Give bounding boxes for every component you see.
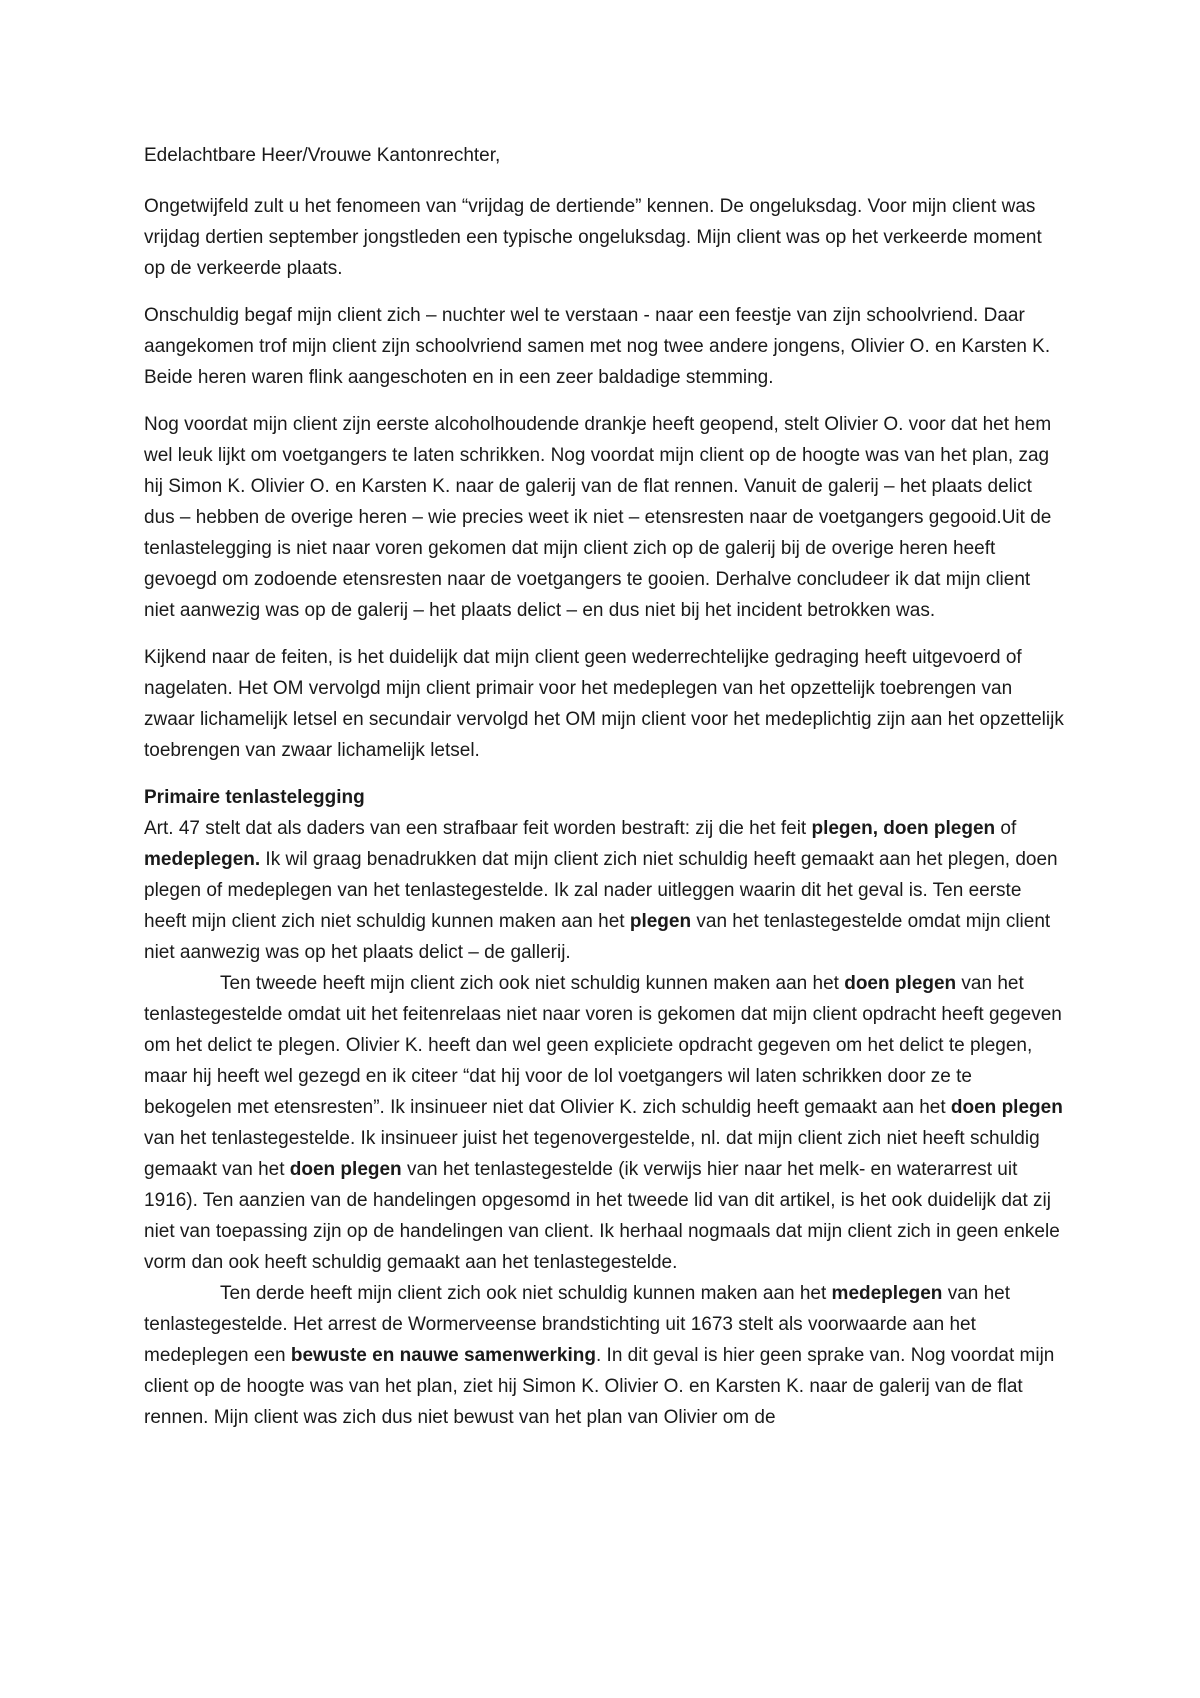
text-run: van het tenlastegestelde. Het arrest de Wormerveense brandstichting uit 1673 stelt als voorwaarde aan het medeplegen een bbox=[144, 1283, 1011, 1366]
text-run: van het tenlastegestelde omdat uit het feitenrelaas niet naar voren is gekomen dat mijn client opdracht heeft gegeven om het delict te plegen. Olivier K. heeft dan wel geen expliciete opdracht gegeven om het delict te plegen, maar hij heeft wel gezegd en ik citeer “dat hij voor de lol voetgangers wil laten schrikken door ze te bekogelen met etensresten”. Ik insinueer niet dat Olivier K. zich schuldig heeft gemaakt aan het bbox=[144, 973, 1062, 1118]
paragraph-intro: Ongetwijfeld zult u het fenomeen van “vrijdag de dertiende” kennen. De ongeluksdag. Voor mijn client was vrijdag dertien september jongstleden een typische ongeluksdag. Mijn client was op het verkeerde moment op de verkeerde plaats. bbox=[144, 196, 1042, 279]
bold-run: doen plegen bbox=[289, 1159, 402, 1180]
document-page bbox=[144, 140, 1064, 1433]
bold-run: plegen bbox=[629, 911, 692, 932]
text-run: of bbox=[995, 818, 1017, 839]
bold-run: doen plegen bbox=[844, 973, 957, 994]
paragraph-facts: Kijkend naar de feiten, is het duidelijk dat mijn client geen wederrechtelijke gedraging heeft uitgevoerd of nagelaten. Het OM vervolgd mijn client primair voor het medeplegen van het opzettelijk toebrengen van zwaar lichamelijk letsel en secundair vervolgd het OM mijn client voor het medeplichtig zijn aan het opzettelijk toebrengen van zwaar lichamelijk letsel. bbox=[144, 647, 1064, 761]
text-run: Ik wil graag benadrukken dat mijn client zich niet schuldig heeft gemaakt aan het plegen, doen plegen of medeplegen van het tenlastegestelde. Ik zal nader uitleggen waarin dit het geval is. Ten eerste heeft mijn client zich niet schuldig kunnen maken aan het bbox=[144, 849, 1058, 932]
bold-run: medeplegen. bbox=[144, 849, 261, 870]
bold-run: doen plegen bbox=[950, 1097, 1063, 1118]
text-run: Art. 47 stelt dat als daders van een strafbaar feit worden bestraft: zij die het feit bbox=[144, 818, 812, 839]
text-run: Ten tweede heeft mijn client zich ook niet schuldig kunnen maken aan het bbox=[220, 973, 845, 994]
section-heading: Primaire tenlastelegging bbox=[144, 787, 365, 808]
paragraph-article-47 bbox=[144, 813, 1064, 968]
paragraph-doen-plegen bbox=[144, 968, 1064, 1278]
text-run: van het tenlastegestelde. Ik insinueer juist het tegenovergestelde, nl. dat mijn client zich niet heeft schuldig gemaakt van het bbox=[144, 1128, 1040, 1180]
text-run: Ten derde heeft mijn client zich ook niet schuldig kunnen maken aan het bbox=[220, 1283, 832, 1304]
paragraph-medeplegen bbox=[144, 1278, 1064, 1433]
paragraph-events: Nog voordat mijn client zijn eerste alcoholhoudende drankje heeft geopend, stelt Olivier O. voor dat het hem wel leuk lijkt om voetgangers te laten schrikken. Nog voordat mijn client op de hoogte was van het plan, zag hij Simon K. Olivier O. en Karsten K. naar de galerij van de flat rennen. Vanuit de galerij – het plaats delict dus – hebben de overige heren – wie precies weet ik niet – etensresten naar de voetgangers gegooid.Uit de tenlastelegging is niet naar voren gekomen dat mijn client zich op de galerij bij de overige heren heeft gevoegd om zodoende etensresten naar de voetgangers te gooien. Derhalve concludeer ik dat mijn client niet aanwezig was op de galerij – het plaats delict – en dus niet bij het incident betrokken was. bbox=[144, 414, 1052, 621]
text-run: . In dit geval is hier geen sprake van. Nog voordat mijn client op de hoogte was van het plan, ziet hij Simon K. Olivier O. en Karsten K. naar de galerij van de flat rennen. Mijn client was zich dus niet bewust van het plan van Olivier om de bbox=[144, 1345, 1055, 1428]
text-run: van het tenlastegestelde (ik verwijs hier naar het melk- en waterarrest uit 1916). Ten aanzien van de handelingen opgesomd in het tweede lid van dit artikel, is het ook duidelijk dat zij niet van toepassing zijn op de handelingen van client. Ik herhaal nogmaals dat mijn client zich in geen enkele vorm dan ook heeft schuldig gemaakt aan het tenlastegestelde. bbox=[144, 1159, 1060, 1273]
bold-run: medeplegen bbox=[831, 1283, 943, 1304]
bold-run: plegen, doen plegen bbox=[811, 818, 996, 839]
text-run: van het tenlastegestelde omdat mijn client niet aanwezig was op het plaats delict – de gallerij. bbox=[144, 911, 1051, 963]
paragraph-party: Onschuldig begaf mijn client zich – nuchter wel te verstaan - naar een feestje van zijn schoolvriend. Daar aangekomen trof mijn client zijn schoolvriend samen met nog twee andere jongens, Olivier O. en Karsten K. Beide heren waren flink aangeschoten en in een zeer baldadige stemming. bbox=[144, 305, 1051, 388]
salutation: Edelachtbare Heer/Vrouwe Kantonrechter, bbox=[144, 145, 501, 166]
bold-run: bewuste en nauwe samenwerking bbox=[290, 1345, 596, 1366]
